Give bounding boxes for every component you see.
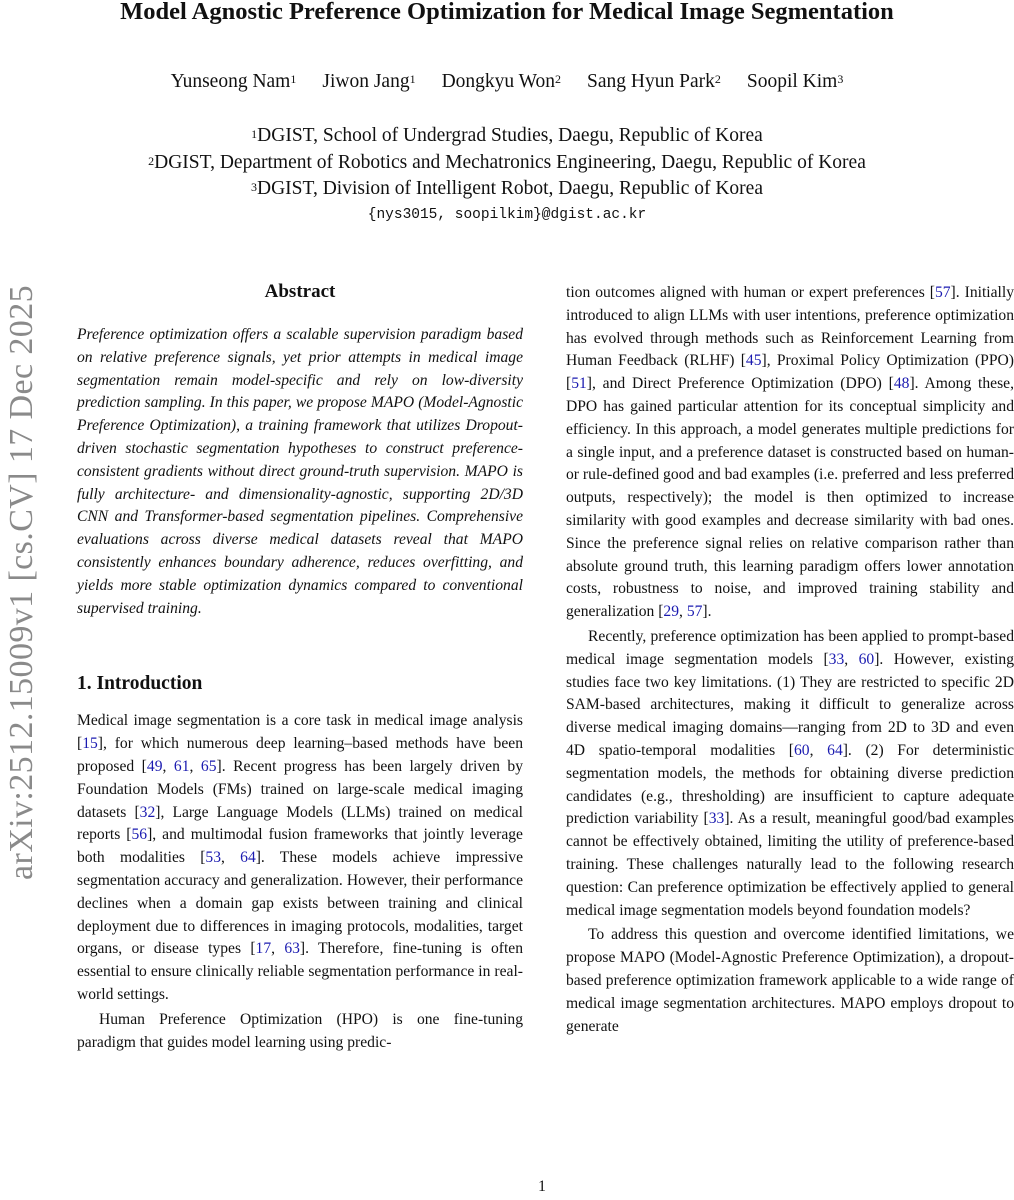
citation-link[interactable]: 60 <box>858 650 875 668</box>
abstract-heading: Abstract <box>264 281 336 302</box>
author: Jiwon Jang$^1$ <box>322 71 416 92</box>
citation-link[interactable]: 45 <box>745 352 762 370</box>
page-number: 1 <box>538 1178 546 1195</box>
paragraph: Recently, preference optimization has been applied to prompt-based medical image segmentation models [33, 60]. However, existing studies face two key limitations. (1) They are restricted to specific 2D SAM-based architectures, making it difficult to generalize across diverse medical imaging domains—ranging from 2D to 3D and even 4D spatio-temporal modalities [60, 64]. (2) For deterministic segmentation models, the methods for obtaining diverse prediction candidates (e.g., thresholding) are insufficient to capture adequate prediction variability [33]. As a result, meaningful good/bad examples cannot be effectively obtained, limiting the utility of preference-based training. These challenges naturally lead to the following research question: Can preference optimization be effectively applied to general medical image segmentation models beyond foundation models? <box>566 627 1014 919</box>
citation-link[interactable]: 17 <box>255 940 272 958</box>
citation-link[interactable]: 63 <box>284 940 300 958</box>
citation-link[interactable]: 15 <box>82 735 98 753</box>
left-column <box>77 280 523 1054</box>
paragraph: To address this question and overcome identified limitations, we propose MAPO (Model-Agnostic Preference Optimization), a dropout-based preference optimization framework applicable to a wide range of medical image segmentation architectures. MAPO employs dropout to generate <box>566 926 1014 1035</box>
citation-link[interactable]: 32 <box>139 803 156 821</box>
affiliation: $^3$DGIST, Division of Intelligent Robot, Daegu, Republic of Korea <box>250 178 763 199</box>
affiliation: $^2$DGIST, Department of Robotics and Mechatronics Engineering, Daegu, Republic of Korea <box>148 152 866 173</box>
paragraph: Medical image segmentation is a core task in medical image analysis [15], for which numerous deep learning–based methods have been proposed [49, 61, 65]. Recent progress has been largely driven by Foundation Models (FMs) trained on large-scale medical imaging datasets [32], Large Language Models (LLMs) trained on medical reports [56], and multimodal fusion frameworks that jointly leverage both modalities [53, 64]. These models achieve impressive segmentation accuracy and generalization. However, their performance declines when a domain gap exists between training and clinical deployment due to differences in imaging protocols, modalities, target organs, or disease types [17, 63]. Therefore, fine-tuning is often essential to ensure clinically reliable segmentation performance in real-world settings. <box>77 712 524 1003</box>
citation-link[interactable]: 65 <box>200 757 217 775</box>
author-list <box>0 70 1014 94</box>
paper-title: Model Agnostic Preference Optimization for Medical Image Segmentation <box>120 0 894 25</box>
citation-link[interactable]: 64 <box>827 741 843 759</box>
affiliation: $^1$DGIST, School of Undergrad Studies, Daegu, Republic of Korea <box>251 125 763 146</box>
author-email: {nys3015, soopilkim}@dgist.ac.kr <box>367 207 647 223</box>
paragraph: Human Preference Optimization (HPO) is one fine-tuning paradigm that guides model learning using predic- <box>77 1010 523 1051</box>
citation-link[interactable]: 53 <box>205 849 221 867</box>
author: Yunseong Nam$^1$ <box>170 71 297 92</box>
citation-link[interactable]: 48 <box>893 375 910 393</box>
citation-link[interactable]: 64 <box>240 849 256 867</box>
right-column <box>566 282 1014 1038</box>
author: Dongkyu Won$^2$ <box>441 71 562 92</box>
citation-link[interactable]: 56 <box>131 826 148 844</box>
citation-link[interactable]: 49 <box>146 757 163 775</box>
citation-link[interactable]: 61 <box>173 757 190 775</box>
author: Sang Hyun Park$^2$ <box>587 71 721 92</box>
section-heading: 1. Introduction <box>77 673 203 695</box>
citation-link[interactable]: 51 <box>571 375 587 393</box>
citation-link[interactable]: 33 <box>708 810 725 828</box>
paragraph: tion outcomes aligned with human or expert preferences [57]. Initially introduced to align LLMs with user intentions, preference optimization has evolved through methods such as Reinforcement Learning from Human Feedback (RLHF) [45], Proximal Policy Optimization (PPO) [51], and Direct Preference Optimization (DPO) [48]. Among these, DPO has gained particular attention for its conceptual simplicity and efficiency. In this approach, a model generates multiple predictions for a single input, and a preference dataset is constructed based on human- or rule-defined good and bad examples (i.e. preferred and less preferred outputs, respectively); the model is then optimized to increase similarity with good examples and decrease similarity with bad ones. Since the preference signal relies on relative comparison rather than absolute ground truth, this learning paradigm offers lower annotation costs, robustness to noise, and improved training stability and generalization [29, 57]. <box>566 284 1014 621</box>
citation-link[interactable]: 33 <box>828 650 845 668</box>
citation-link[interactable]: 57 <box>934 284 951 301</box>
abstract-text: Preference optimization offers a scalable supervision paradigm based on relative preference signals, yet prior attempts in medical image segmentation remain model-specific and rely on low-diversity prediction sampling. In this paper, we propose MAPO (Model-Agnostic Preference Optimization), a training framework that utilizes Dropout-driven stochastic segmentation hypotheses to construct preference-consistent gradients without direct ground-truth supervision. MAPO is fully architecture- and dimensionality-agnostic, supporting 2D/3D CNN and Transformer-based segmentation pipelines. Comprehensive evaluations across diverse medical datasets reveal that MAPO consistently enhances boundary adherence, reduces overfitting, and yields more stable optimization dynamics compared to conventional supervised training. <box>77 326 523 617</box>
citation-link[interactable]: 29 <box>663 603 680 621</box>
citation-link[interactable]: 57 <box>686 603 703 621</box>
author: Soopil Kim$^3$ <box>746 71 844 92</box>
citation-link[interactable]: 60 <box>794 741 810 759</box>
